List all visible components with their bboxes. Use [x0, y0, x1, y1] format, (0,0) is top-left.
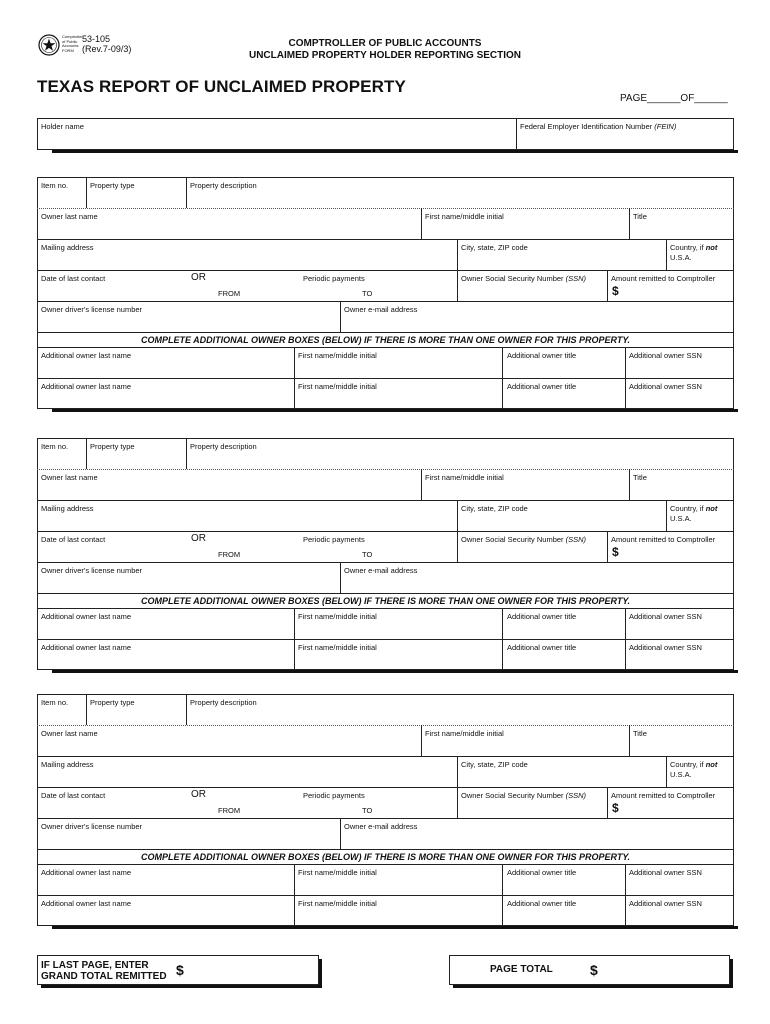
country-label-b: U.S.A. [670, 770, 692, 779]
texas-seal-icon [38, 34, 60, 56]
row-separator [37, 270, 734, 271]
divider [294, 347, 295, 409]
additional-owner-banner: COMPLETE ADDITIONAL OWNER BOXES (BELOW) IF THERE IS MORE THAN ONE OWNER FOR THIS PROPERTY. [140, 596, 631, 606]
fein-abbr: (FEIN) [654, 122, 677, 131]
row-separator [37, 301, 734, 302]
ssn-abbr: (SSN) [565, 791, 587, 800]
item-no-field[interactable]: Item no. [41, 181, 69, 190]
additional-owner-title-field[interactable]: Additional owner title [507, 612, 577, 621]
row-separator [37, 787, 734, 788]
country-label-not: not [705, 504, 718, 513]
owner-ssn-field[interactable] [461, 274, 586, 283]
page-total-label: PAGE TOTAL [490, 964, 553, 975]
owner-ssn-label: Owner Social Security Number [461, 535, 566, 544]
owner-title-field[interactable]: Title [633, 729, 647, 738]
from-field[interactable]: FROM [218, 550, 241, 559]
additional-owner-ssn-field[interactable]: Additional owner SSN [629, 382, 702, 391]
additional-owner-last-name-field[interactable]: Additional owner last name [41, 612, 132, 621]
divider [186, 177, 187, 208]
country-label-a: Country, if [670, 243, 706, 252]
divider [186, 438, 187, 469]
ssn-abbr: (SSN) [565, 535, 587, 544]
divider [294, 608, 295, 670]
item-no-field[interactable]: Item no. [41, 698, 69, 707]
box-shadow [52, 150, 738, 153]
amount-remitted-field[interactable]: Amount remitted to Comptroller [611, 791, 716, 800]
additional-owner-banner: COMPLETE ADDITIONAL OWNER BOXES (BELOW) IF THERE IS MORE THAN ONE OWNER FOR THIS PROPERTY. [140, 335, 631, 345]
property-description-field[interactable]: Property description [190, 181, 257, 190]
drivers-license-field[interactable]: Owner driver's license number [41, 566, 143, 575]
additional-owner-last-name-field[interactable]: Additional owner last name [41, 899, 132, 908]
page-total-dollar: $ [590, 962, 598, 978]
owner-title-field[interactable]: Title [633, 212, 647, 221]
fein-label-text: Federal Employer Identification Number [520, 122, 655, 131]
additional-owner-banner: COMPLETE ADDITIONAL OWNER BOXES (BELOW) IF THERE IS MORE THAN ONE OWNER FOR THIS PROPERTY. [140, 852, 631, 862]
box-shadow [41, 985, 322, 988]
divider [666, 239, 667, 270]
additional-owner-first-name-field[interactable]: First name/middle initial [298, 351, 377, 360]
dollar-sign: $ [612, 545, 619, 559]
to-field[interactable]: TO [362, 550, 373, 559]
divider [294, 864, 295, 926]
agency-small-line: Comptroller [62, 34, 83, 39]
owner-last-name-field[interactable]: Owner last name [41, 212, 98, 221]
owner-email-field[interactable]: Owner e-mail address [344, 305, 418, 314]
additional-owner-last-name-field[interactable]: Additional owner last name [41, 351, 132, 360]
dollar-sign: $ [612, 284, 619, 298]
grand-total-line: IF LAST PAGE, ENTER [41, 960, 149, 971]
owner-last-name-field[interactable]: Owner last name [41, 473, 98, 482]
divider [340, 818, 341, 849]
property-type-field[interactable]: Property type [90, 442, 135, 451]
form-number: 53-105 [82, 34, 111, 44]
from-field[interactable]: FROM [218, 806, 241, 815]
owner-ssn-field[interactable] [461, 791, 586, 800]
divider [625, 864, 626, 926]
date-last-contact-field[interactable]: Date of last contact [41, 274, 106, 283]
country-label-b: U.S.A. [670, 253, 692, 262]
divider [607, 787, 608, 818]
mailing-address-field[interactable]: Mailing address [41, 760, 94, 769]
ssn-abbr: (SSN) [565, 274, 587, 283]
amount-remitted-field[interactable]: Amount remitted to Comptroller [611, 535, 716, 544]
row-separator [37, 332, 734, 333]
additional-owner-title-field[interactable]: Additional owner title [507, 868, 577, 877]
additional-owner-title-field[interactable]: Additional owner title [507, 382, 577, 391]
agency-small-text [62, 35, 83, 53]
owner-first-name-field[interactable]: First name/middle initial [425, 729, 504, 738]
country-label-not: not [705, 760, 718, 769]
fein-label[interactable] [520, 122, 676, 131]
divider [607, 270, 608, 301]
date-last-contact-field[interactable]: Date of last contact [41, 791, 106, 800]
divider [421, 725, 422, 756]
additional-owner-title-field[interactable]: Additional owner title [507, 351, 577, 360]
drivers-license-field[interactable]: Owner driver's license number [41, 822, 143, 831]
owner-first-name-field[interactable]: First name/middle initial [425, 212, 504, 221]
mailing-address-field[interactable]: Mailing address [41, 504, 94, 513]
agency-small-line: of Public [62, 38, 78, 44]
city-state-zip-field[interactable]: City, state, ZIP code [461, 504, 528, 513]
from-field[interactable]: FROM [218, 289, 241, 298]
city-state-zip-field[interactable]: City, state, ZIP code [461, 243, 528, 252]
additional-owner-first-name-field[interactable]: First name/middle initial [298, 382, 377, 391]
owner-email-field[interactable]: Owner e-mail address [344, 822, 418, 831]
agency-line-2: UNCLAIMED PROPERTY HOLDER REPORTING SECTION [248, 50, 522, 61]
row-separator [37, 593, 734, 594]
box-shadow [730, 959, 733, 988]
property-type-field[interactable]: Property type [90, 698, 135, 707]
country-label-a: Country, if [670, 504, 706, 513]
grand-total-line: GRAND TOTAL REMITTED [41, 971, 167, 982]
additional-owner-first-name-field[interactable]: First name/middle initial [298, 899, 377, 908]
page-title: TEXAS REPORT OF UNCLAIMED PROPERTY [37, 77, 406, 96]
grand-total-label [41, 960, 167, 982]
additional-owner-title-field[interactable]: Additional owner title [507, 899, 577, 908]
or-label: OR [191, 789, 206, 800]
additional-owner-ssn-field[interactable]: Additional owner SSN [629, 612, 702, 621]
owner-first-name-field[interactable]: First name/middle initial [425, 473, 504, 482]
property-description-field[interactable]: Property description [190, 442, 257, 451]
owner-last-name-field[interactable]: Owner last name [41, 729, 98, 738]
periodic-payments-label: Periodic payments [303, 274, 365, 283]
or-label: OR [191, 533, 206, 544]
row-separator [37, 347, 734, 348]
row-separator [37, 500, 734, 501]
divider [340, 301, 341, 332]
divider [457, 239, 458, 301]
additional-owner-first-name-field[interactable]: First name/middle initial [298, 643, 377, 652]
divider [86, 177, 87, 208]
owner-ssn-label: Owner Social Security Number [461, 274, 566, 283]
owner-title-field[interactable]: Title [633, 473, 647, 482]
country-label-not: not [705, 243, 718, 252]
city-state-zip-field[interactable]: City, state, ZIP code [461, 760, 528, 769]
divider [625, 608, 626, 670]
or-label: OR [191, 272, 206, 283]
periodic-payments-label: Periodic payments [303, 791, 365, 800]
divider [625, 347, 626, 409]
row-separator [37, 639, 734, 640]
agency-small-line: FORM [62, 47, 74, 53]
divider [457, 756, 458, 818]
form-revision: (Rev.7-09/3) [82, 44, 132, 54]
row-separator [37, 864, 734, 865]
mailing-address-field[interactable]: Mailing address [41, 243, 94, 252]
additional-owner-ssn-field[interactable]: Additional owner SSN [629, 899, 702, 908]
dollar-sign: $ [612, 801, 619, 815]
box-shadow [319, 959, 322, 988]
row-separator [37, 562, 734, 563]
page-of-field[interactable]: PAGE______OF______ [620, 93, 728, 104]
divider [340, 562, 341, 593]
divider [516, 118, 517, 150]
to-field[interactable]: TO [362, 289, 373, 298]
row-separator [37, 378, 734, 379]
country-field[interactable] [670, 504, 717, 524]
box-shadow [453, 985, 733, 988]
additional-owner-last-name-field[interactable]: Additional owner last name [41, 643, 132, 652]
country-label-b: U.S.A. [670, 514, 692, 523]
row-separator [37, 239, 734, 240]
additional-owner-ssn-field[interactable]: Additional owner SSN [629, 643, 702, 652]
agency-line-1: COMPTROLLER OF PUBLIC ACCOUNTS [288, 38, 482, 49]
country-field[interactable] [670, 760, 717, 780]
owner-ssn-field[interactable] [461, 535, 586, 544]
divider [666, 756, 667, 787]
divider [629, 208, 630, 239]
owner-email-field[interactable]: Owner e-mail address [344, 566, 418, 575]
row-separator [37, 818, 734, 819]
country-label-a: Country, if [670, 760, 706, 769]
additional-owner-ssn-field[interactable]: Additional owner SSN [629, 351, 702, 360]
divider [421, 208, 422, 239]
box-shadow [52, 926, 738, 929]
row-separator [37, 531, 734, 532]
additional-owner-last-name-field[interactable]: Additional owner last name [41, 382, 132, 391]
divider [457, 500, 458, 562]
row-separator [37, 608, 734, 609]
country-field[interactable] [670, 243, 717, 263]
additional-owner-first-name-field[interactable]: First name/middle initial [298, 868, 377, 877]
box-shadow [52, 670, 738, 673]
date-last-contact-field[interactable]: Date of last contact [41, 535, 106, 544]
item-no-field[interactable]: Item no. [41, 442, 69, 451]
row-separator [37, 849, 734, 850]
additional-owner-title-field[interactable]: Additional owner title [507, 643, 577, 652]
agency-small-line: Accounts [62, 43, 79, 48]
divider [629, 469, 630, 500]
divider [502, 347, 503, 409]
divider [502, 864, 503, 926]
box-shadow [52, 409, 738, 412]
additional-owner-first-name-field[interactable]: First name/middle initial [298, 612, 377, 621]
owner-ssn-label: Owner Social Security Number [461, 791, 566, 800]
divider [607, 531, 608, 562]
divider [86, 438, 87, 469]
periodic-payments-label: Periodic payments [303, 535, 365, 544]
drivers-license-field[interactable]: Owner driver's license number [41, 305, 143, 314]
additional-owner-ssn-field[interactable]: Additional owner SSN [629, 868, 702, 877]
divider [666, 500, 667, 531]
divider [186, 694, 187, 725]
to-field[interactable]: TO [362, 806, 373, 815]
row-separator [37, 895, 734, 896]
holder-name-label[interactable]: Holder name [41, 122, 84, 131]
property-type-field[interactable]: Property type [90, 181, 135, 190]
divider [421, 469, 422, 500]
divider [629, 725, 630, 756]
additional-owner-last-name-field[interactable]: Additional owner last name [41, 868, 132, 877]
grand-total-dollar: $ [176, 962, 184, 978]
row-separator [37, 756, 734, 757]
amount-remitted-field[interactable]: Amount remitted to Comptroller [611, 274, 716, 283]
divider [86, 694, 87, 725]
divider [502, 608, 503, 670]
property-description-field[interactable]: Property description [190, 698, 257, 707]
